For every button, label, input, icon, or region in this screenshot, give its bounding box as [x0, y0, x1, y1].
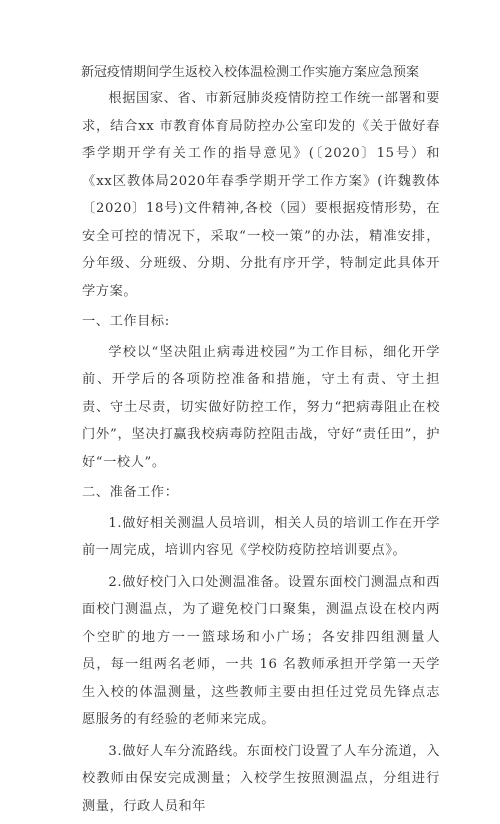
section-heading-goals: 一、工作目标: — [82, 314, 170, 329]
section-heading-preparation: 二、准备工作： — [82, 485, 179, 500]
preparation-item-1: 1.做好相关测温人员培训，相关人员的培训工作在开学前一周完成，培训内容见《学校防疫防控培训要点》。 — [82, 515, 440, 558]
document-body — [82, 85, 440, 824]
preparation-item-3: 3.做好人车分流路线。东面校门设置了人车分流道，入校教师由保安完成测量；入校学生按照测温点，分组进行测量，行政人员和年 — [82, 743, 440, 814]
intro-paragraph: 根据国家、省、市新冠肺炎疫情防控工作统一部署和要求，结合xx 市教育体育局防控办公室印发的《关于做好春季学期开学有关工作的指导意见》(〔2020〕15号）和《xx区教体局2020年春季学期开学工作方案》(许魏教体〔2020〕18号)文件精神,各校（园）要根据疫情形势，在安全可控的情况下，采取“一校一策”的办法，精准安排，分年级、分班级、分期、分批有序开学，特制定此具体开学方案。 — [82, 91, 440, 299]
goals-paragraph: 学校以“坚决阻止病毒进校园”为工作目标，细化开学前、开学后的各项防控准备和措施，守土有责、守土担责、守土尽责，切实做好防控工作，努力“把病毒阻止在校门外”，坚决打赢我校病毒防控阻击战，守好“责任田”，护好“一校人”。 — [82, 344, 440, 470]
document-title: 新冠疫情期间学生返校入校体温检测工作实施方案应急预案 — [80, 65, 419, 80]
preparation-item-2: 2.做好校门入口处测温准备。设置东面校门测温点和西面校门测温点，为了避免校门口聚集，测温点设在校内两个空旷的地方一一篮球场和小广场；各安排四组测量人员，每一组两名老师，一共 16 名教师承担开学第一天学生入校的体温测量，这些教师主要由担任过党员先锋点志愿服务的有经验的老师来完成。 — [82, 574, 440, 727]
